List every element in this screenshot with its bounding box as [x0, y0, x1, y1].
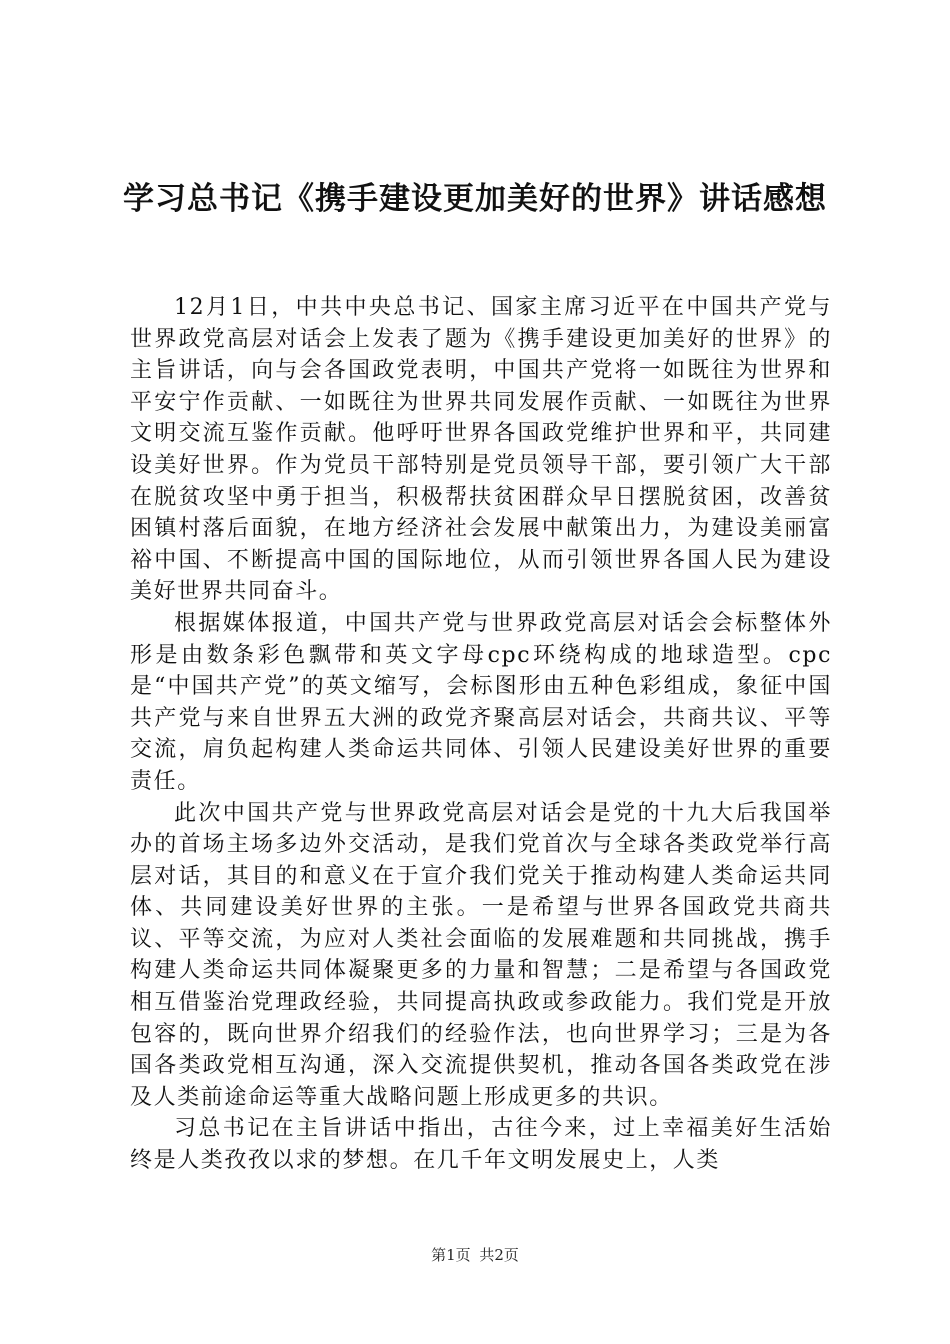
- paragraph-4: 习总书记在主旨讲话中指出，古往今来，过上幸福美好生活始终是人类孜孜以求的梦想。在几千年文明发展史上，人类: [130, 1116, 832, 1174]
- paragraph-1: 12月1日，中共中央总书记、国家主席习近平在中国共产党与世界政党高层对话会上发表了题为《携手建设更加美好的世界》的主旨讲话，向与会各国政党表明，中国共产党将一如既往为世界和平安宁作贡献、一如既往为世界共同发展作贡献、一如既往为世界文明交流互鉴作贡献。他呼吁世界各国政党维护世界和平，共同建设美好世界。作为党员干部特别是党员领导干部，要引领广大干部在脱贫攻坚中勇于担当，积极帮扶贫困群众早日摆脱贫困，改善贫困镇村落后面貌，在地方经济社会发展中献策出力，为建设美丽富裕中国、不断提高中国的国际地位，从而引领世界各国人民为建设美好世界共同奋斗。: [130, 295, 832, 605]
- document-title: 学习总书记《携手建设更加美好的世界》讲话感想: [123, 181, 827, 217]
- page-total: 共2页: [479, 1246, 519, 1264]
- document-body: [130, 292, 832, 1177]
- page-number: 第1页: [431, 1246, 471, 1264]
- paragraph-3: 此次中国共产党与世界政党高层对话会是党的十九大后我国举办的首场主场多边外交活动，是我们党首次与全球各类政党举行高层对话，其目的和意义在于宣介我们党关于推动构建人类命运共同体、共同建设美好世界的主张。一是希望与世界各国政党共商共议、平等交流，为应对人类社会面临的发展难题和共同挑战，携手构建人类命运共同体凝聚更多的力量和智慧；二是希望与各国政党相互借鉴治党理政经验，共同提高执政或参政能力。我们党是开放包容的，既向世界介绍我们的经验作法，也向世界学习；三是为各国各类政党相互沟通，深入交流提供契机，推动各国各类政党在涉及人类前途命运等重大战略问题上形成更多的共识。: [130, 800, 832, 1110]
- page-footer: [0, 1244, 950, 1265]
- paragraph-2: 根据媒体报道，中国共产党与世界政党高层对话会会标整体外形是由数条彩色飘带和英文字母cpc环绕构成的地球造型。cpc是“中国共产党”的英文缩写，会标图形由五种色彩组成，象征中国共产党与来自世界五大洲的政党齐聚高层对话会，共商共议、平等交流，肩负起构建人类命运共同体、引领人民建设美好世界的重要责任。: [130, 610, 832, 794]
